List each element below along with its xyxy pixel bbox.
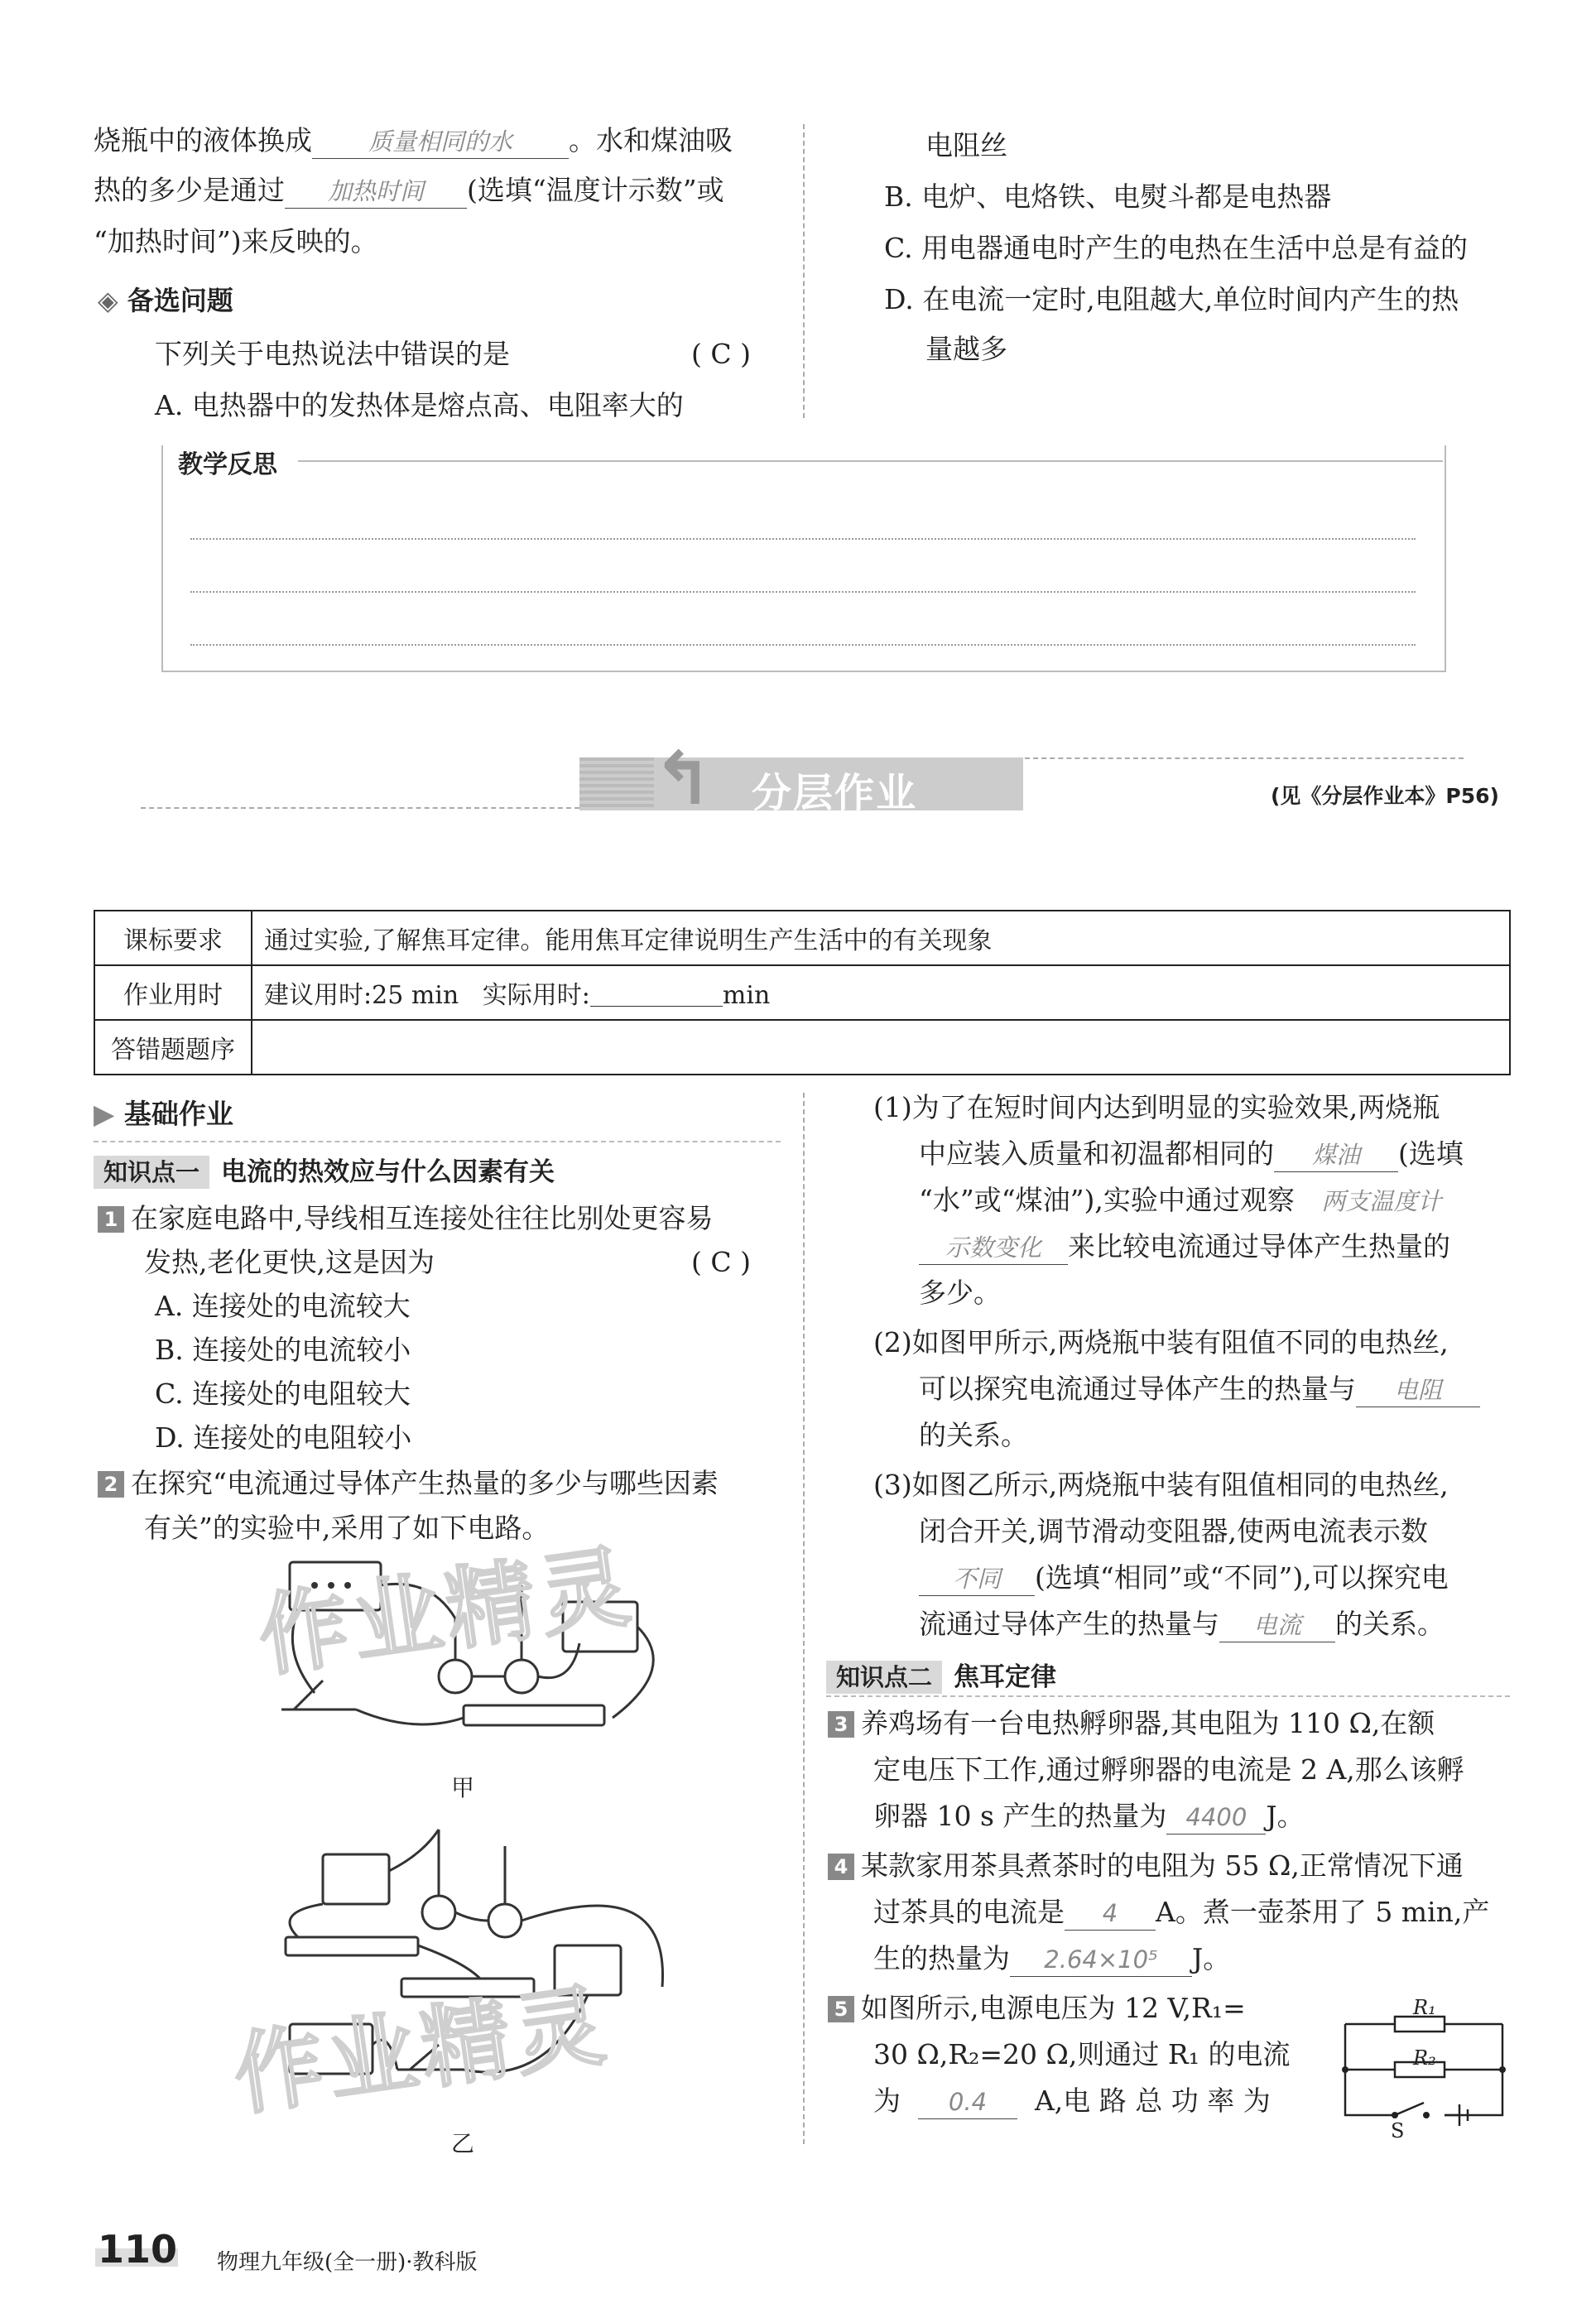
answer-blank: 电阻 — [1356, 1373, 1480, 1407]
reflection-line[interactable] — [190, 644, 1416, 646]
backup-title: ◈ 备选问题 — [98, 285, 233, 316]
top-left-line2: 热的多少是通过 加热时间 (选填“温度计示数”或 — [94, 174, 724, 209]
p3-line4: 流通过导体产生的热量与 电流 的关系。 — [919, 1608, 1445, 1642]
banner-ref: (见《分层作业本》P56) — [1271, 784, 1499, 808]
option-d-cont: 量越多 — [925, 333, 1007, 365]
basic-rule — [94, 1141, 781, 1142]
section-banner — [579, 736, 1023, 821]
q5-line1: 5 如图所示,电源电压为 12 V,R₁= — [828, 1992, 1246, 2025]
q3-line3: 卵器 10 s 产生的热量为 4400 J。 — [873, 1800, 1305, 1835]
book-title: 物理九年级(全一册)·教科版 — [217, 2250, 478, 2275]
reflection-box — [161, 445, 1446, 672]
reflection-line[interactable] — [190, 538, 1416, 540]
q3-line2: 定电压下工作,通过孵卵器的电流是 2 A,那么该孵 — [873, 1753, 1464, 1786]
table-row — [94, 965, 1510, 1020]
q3-line1: 3 养鸡场有一台电热孵卵器,其电阻为 110 Ω,在额 — [828, 1707, 1435, 1740]
answer-blank: 示数变化 — [919, 1231, 1068, 1265]
banner-title: 分层作业 — [752, 770, 918, 816]
option-b: B. 电炉、电烙铁、电熨斗都是电热器 — [884, 180, 1332, 213]
option-a-cont: 电阻丝 — [925, 129, 1007, 161]
q1-option-a: A. 连接处的电流较大 — [155, 1290, 411, 1322]
watermark: 作业精灵 — [252, 1534, 641, 1690]
p3-line2: 闭合开关,调节滑动变阻器,使两电流表示数 — [919, 1515, 1428, 1547]
q4-line1: 4 某款家用茶具煮茶时的电阻为 55 Ω,正常情况下通 — [828, 1849, 1464, 1883]
p1-line5: 多少。 — [919, 1277, 1001, 1309]
kp2-header: 知识点二 焦耳定律 — [826, 1656, 1056, 1694]
p1-line4: 示数变化 来比较电流通过导体产生热量的 — [919, 1230, 1450, 1265]
requirement-table — [94, 910, 1511, 1075]
q2-line2: 有关”的实验中,采用了如下电路。 — [144, 1512, 550, 1544]
kp1-header: 知识点一 电流的热效应与什么因素有关 — [94, 1151, 555, 1189]
backup-question: 下列关于电热说法中错误的是 — [155, 338, 510, 370]
answer-blank: 质量相同的水 — [312, 125, 569, 159]
reflection-line[interactable] — [190, 591, 1416, 593]
column-divider — [803, 124, 805, 418]
answer-blank: 4 — [1065, 1897, 1156, 1931]
table-value: 通过实验,了解焦耳定律。能用焦耳定律说明生产生活中的有关现象 — [252, 911, 1510, 965]
answer-blank: 两支温度计 — [1321, 1187, 1442, 1215]
q1-option-b: B. 连接处的电流较小 — [155, 1334, 411, 1366]
reflection-top-rule — [298, 460, 1443, 462]
answer-blank: 加热时间 — [285, 175, 467, 209]
q4-line2: 过茶具的电流是 4 A。煮一壶茶用了 5 min,产 — [873, 1896, 1489, 1931]
top-left-line1: 烧瓶中的液体换成 质量相同的水 。水和煤油吸 — [94, 124, 733, 159]
table-value: 建议用时:25 min 实际用时: min — [252, 965, 1510, 1020]
arrow-icon: ▶ — [94, 1098, 115, 1130]
p3-line3: 不同 (选填“相同”或“不同”),可以探究电 — [919, 1561, 1449, 1596]
banner-left-rule — [141, 807, 579, 809]
option-c: C. 用电器通电时产生的电热在生活中总是有益的 — [884, 232, 1469, 264]
table-label: 作业用时 — [94, 965, 252, 1020]
p1-line3: “水”或“煤油”),实验中通过观察 两支温度计 — [919, 1184, 1469, 1218]
table-label: 答错题题序 — [94, 1020, 252, 1075]
wrong-questions-input[interactable] — [252, 1020, 1510, 1075]
watermark: 作业精灵 — [227, 1973, 616, 2129]
option-d: D. 在电流一定时,电阻越大,单位时间内产生的热 — [884, 283, 1459, 315]
top-left-line3: “加热时间”)来反映的。 — [94, 225, 378, 257]
page-number: 110 — [98, 2227, 178, 2272]
answer-blank: 4400 — [1166, 1801, 1266, 1835]
banner-stripes — [579, 757, 654, 810]
figure-label-yi: 乙 — [451, 2130, 475, 2157]
q1-option-c: C. 连接处的电阻较大 — [155, 1378, 411, 1410]
banner-right-rule — [1025, 757, 1464, 759]
figure-label-jia: 甲 — [451, 1774, 475, 1801]
banner-logo-icon: ↰ — [652, 736, 714, 821]
circuit-label-r2: R₂ — [1413, 2046, 1436, 2070]
p2-line3: 的关系。 — [919, 1419, 1028, 1451]
circuit-label-r1: R₁ — [1413, 1996, 1436, 2019]
q2-line1: 2 在探究“电流通过导体产生热量的多少与哪些因素 — [98, 1467, 719, 1500]
reflection-title[interactable]: 教学反思 — [170, 444, 286, 480]
answer-blank: 电流 — [1219, 1609, 1335, 1642]
q1-option-d: D. 连接处的电阻较小 — [155, 1421, 412, 1454]
q5-line2: 30 Ω,R₂=20 Ω,则通过 R₁ 的电流 — [873, 2038, 1291, 2070]
diamond-icon: ◈ — [98, 285, 118, 316]
answer-blank: 不同 — [919, 1562, 1035, 1596]
p1-line2: 中应装入质量和初温都相同的 煤油 (选填 — [919, 1137, 1464, 1172]
p2-line2: 可以探究电流通过导体产生的热量与 电阻 — [919, 1373, 1480, 1407]
answer-blank: 0.4 — [918, 2085, 1017, 2119]
q1-line1: 1 在家庭电路中,导线相互连接处往往比别处更容易 — [98, 1202, 714, 1235]
answer-blank: 煤油 — [1274, 1138, 1398, 1172]
option-a: A. 电热器中的发热体是熔点高、电阻率大的 — [155, 389, 684, 421]
p3-line1: (3)如图乙所示,两烧瓶中装有阻值相同的电热丝, — [873, 1469, 1449, 1501]
q4-line3: 生的热量为 2.64×10⁵ J。 — [873, 1942, 1230, 1977]
q5-line3: 为 0.4 A,电 路 总 功 率 为 — [873, 2085, 1271, 2119]
q1-answer: ( C ) — [691, 1246, 751, 1278]
circuit-label-s: S — [1391, 2119, 1405, 2142]
column-divider — [803, 1093, 805, 2144]
table-row — [94, 911, 1510, 965]
backup-answer: ( C ) — [691, 338, 751, 370]
p2-line1: (2)如图甲所示,两烧瓶中装有阻值不同的电热丝, — [873, 1326, 1449, 1358]
answer-blank: 2.64×10⁵ — [1010, 1943, 1192, 1977]
actual-time-input[interactable] — [590, 1006, 723, 1007]
kp2-rule — [826, 1695, 1510, 1697]
p1-line1: (1)为了在短时间内达到明显的实验效果,两烧瓶 — [873, 1091, 1440, 1123]
q1-line2: 发热,老化更快,这是因为 — [144, 1246, 435, 1278]
table-row — [94, 1020, 1510, 1075]
table-label: 课标要求 — [94, 911, 252, 965]
basic-title: ▶ 基础作业 — [94, 1098, 233, 1130]
